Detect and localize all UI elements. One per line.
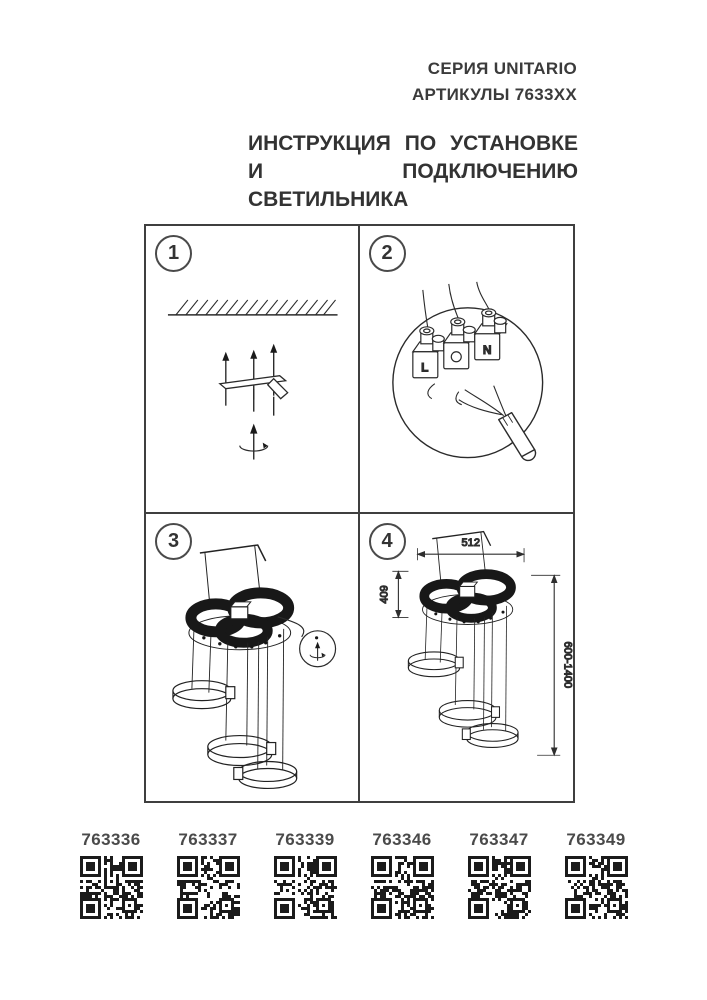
article-column — [370, 830, 434, 919]
step-number: 4 — [381, 529, 393, 552]
article-column — [176, 830, 240, 919]
article-column — [467, 830, 531, 919]
mounting-bracket — [220, 344, 288, 416]
article-code: 763336 — [81, 830, 141, 849]
dim-canopy-height-value: 409 — [377, 584, 390, 604]
step-panel-3 — [146, 514, 360, 802]
step-panel-1 — [146, 226, 360, 514]
step-number: 1 — [167, 242, 180, 264]
article-code: 763346 — [372, 830, 432, 849]
series-label: СЕРИЯ UNITARIO — [427, 59, 577, 78]
qr-code — [80, 856, 143, 919]
screw-icon — [310, 636, 325, 661]
terminal-n-label: N — [482, 342, 492, 357]
qr-code — [274, 856, 337, 919]
qr-code — [177, 856, 240, 919]
article-code: 763347 — [469, 830, 529, 849]
dim-width — [417, 537, 524, 562]
articles-row — [0, 830, 707, 919]
step-number-badge — [155, 523, 192, 560]
article-code: 763339 — [275, 830, 335, 849]
step-number: 3 — [167, 529, 180, 552]
cable-wires — [427, 384, 506, 418]
articles-label: АРТИКУЛЫ 7633XX — [411, 85, 577, 104]
power-cable — [498, 413, 535, 461]
dim-drop-range — [531, 575, 573, 755]
step-number-badge — [369, 523, 406, 560]
step-panel-4 — [360, 514, 574, 802]
ceiling-hatch — [168, 300, 338, 315]
step-number: 2 — [381, 242, 393, 264]
article-column — [564, 830, 628, 919]
detail-callout — [278, 616, 336, 666]
step-number-badge — [369, 235, 406, 272]
title-line-1: ИНСТРУКЦИЯ ПО УСТАНОВКЕ — [248, 132, 578, 155]
rotation-arrow-icon — [240, 424, 268, 460]
qr-code — [468, 856, 531, 919]
step-number-badge — [155, 235, 192, 272]
instruction-title — [248, 130, 578, 214]
article-column — [273, 830, 337, 919]
qr-code — [371, 856, 434, 919]
dim-drop-range-value: 600-1400 — [560, 640, 573, 688]
step-panel-2 — [360, 226, 574, 514]
dim-canopy-height — [378, 571, 408, 617]
article-code: 763337 — [178, 830, 238, 849]
qr-code — [565, 856, 628, 919]
article-column — [79, 830, 143, 919]
title-line-2: И ПОДКЛЮЧЕНИЮ СВЕТИЛЬНИКА — [248, 160, 578, 211]
dim-width-value: 512 — [461, 536, 480, 549]
chandelier-drawing — [408, 531, 518, 747]
chandelier-drawing — [173, 545, 297, 788]
steps-grid — [144, 224, 575, 803]
terminal-l-label: L — [420, 360, 428, 375]
article-code: 763349 — [566, 830, 626, 849]
header-series-block — [412, 56, 577, 108]
